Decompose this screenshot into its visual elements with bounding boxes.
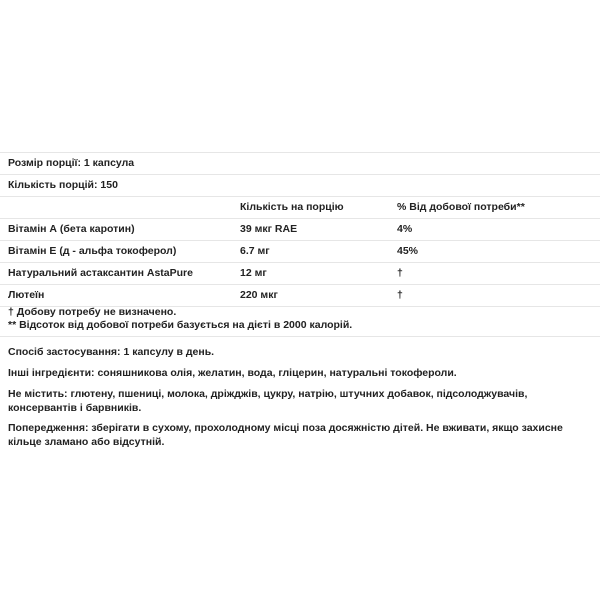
nutrient-amount: 220 мкг (240, 289, 278, 301)
divider (0, 336, 600, 337)
supplement-facts-table (0, 152, 600, 307)
free-from-text: Не містить: глютену, пшениці, молока, дріжджів, цукру, натрію, штучних добавок, підсолоджувачів, консервантів і барвників. (8, 388, 528, 414)
servings-row (0, 175, 600, 197)
header-amount: Кількість на порцію (240, 201, 344, 213)
serving-size-row (0, 153, 600, 175)
servings-count: Кількість порцій: 150 (8, 179, 118, 191)
nutrient-name: Вітамін А (бета каротин) (8, 223, 135, 235)
table-row (0, 219, 600, 241)
nutrient-amount: 12 мг (240, 267, 267, 279)
footnote-daily-value: ** Відсоток від добової потреби базується на дієті в 2000 калорій. (8, 319, 353, 331)
header-row (0, 197, 600, 219)
other-ingredients-text: Інші інгредієнти: соняшникова олія, желатин, вода, гліцерин, натуральні токофероли. (8, 367, 457, 379)
table-row (0, 285, 600, 307)
nutrient-dv: 45% (397, 245, 419, 257)
nutrient-amount: 6.7 мг (240, 245, 270, 257)
nutrient-name: Вітамін Е (д - альфа токоферол) (8, 245, 177, 257)
table-row (0, 263, 600, 285)
footnotes (8, 306, 352, 332)
header-daily-value: % Від добової потреби** (397, 201, 525, 213)
nutrient-name: Натуральний астаксантин AstaPure (8, 267, 193, 279)
footnote-dagger: † Добову потребу не визначено. (8, 306, 177, 318)
nutrient-dv: 4% (397, 223, 413, 235)
nutrient-amount: 39 мкг RAE (240, 223, 298, 235)
usage-text: Спосіб застосування: 1 капсулу в день. (8, 346, 215, 358)
table-row (0, 241, 600, 263)
nutrient-dv: † (397, 267, 403, 279)
warning-text: Попередження: зберігати в сухому, прохолодному місці поза досяжністю дітей. Не вживати, якщо захисне кільце зламано або відсутній. (8, 422, 563, 448)
nutrient-dv: † (397, 289, 403, 301)
serving-size: Розмір порції: 1 капсула (8, 157, 135, 169)
nutrient-name: Лютеїн (8, 289, 45, 301)
